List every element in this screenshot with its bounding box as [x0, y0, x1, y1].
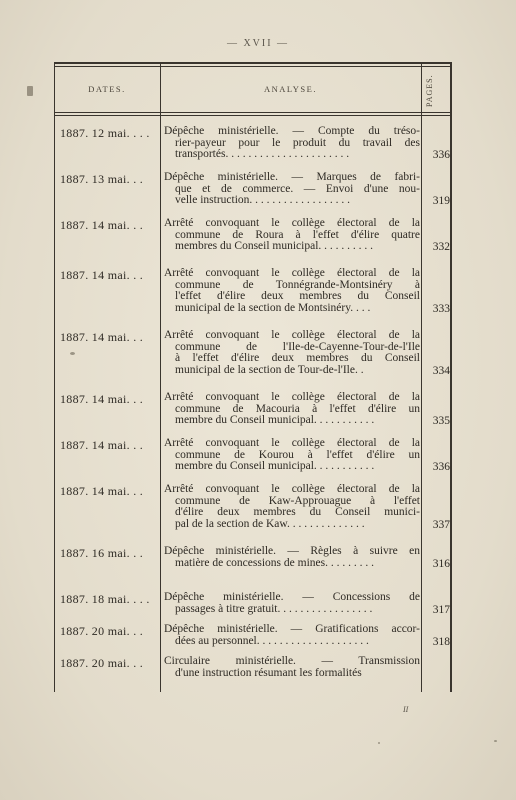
left-border	[54, 62, 55, 692]
printer-signature: II	[403, 705, 409, 714]
analysis-line: l'effet d'élire deux membres du Conseil	[175, 291, 420, 302]
entry-analysis	[164, 218, 420, 253]
column-header-dates: DATES.	[88, 84, 126, 94]
analysis-line: membre du Conseil municipal. . . . . . . . . . .	[175, 415, 375, 426]
analysis-line: membre du Conseil municipal. . . . . . . . . . .	[175, 461, 375, 472]
analysis-line: Arrêté convoquant le collège électoral de la	[164, 438, 420, 449]
entry-analysis	[164, 656, 420, 679]
analysis-line: commune de Macouria à l'effet d'élire un	[175, 403, 420, 415]
page-number: — XVII —	[226, 38, 290, 49]
entry-page-number: 336	[432, 149, 450, 161]
analysis-line: Dépêche ministérielle. — Gratifications accor-	[164, 624, 420, 635]
header-rule-thin	[54, 115, 452, 116]
analysis-line: Dépêche ministérielle. — Concessions de	[164, 592, 420, 603]
entry-page-number: 337	[432, 518, 450, 531]
analysis-line: membres du Conseil municipal. . . . . . . . . .	[175, 241, 374, 252]
analysis-line: d'une instruction résumant les formalités	[175, 667, 362, 679]
analysis-line: Dépêche ministérielle. — Règles à suivre en	[164, 546, 420, 557]
column-header-analyse: ANALYSE.	[264, 84, 317, 94]
entry-analysis	[164, 484, 420, 530]
column-header-pages: PAGES.	[425, 74, 434, 108]
entry-page-number: 317	[432, 603, 450, 616]
entry-analysis	[164, 438, 420, 473]
analysis-line: municipal de la section de Tour-de-l'Ile. .	[175, 364, 364, 376]
entry-date: 1887. 20 mai. . .	[60, 656, 144, 670]
analysis-line: commune de Kourou à l'effet d'élire un	[175, 449, 420, 461]
entry-analysis	[164, 330, 420, 376]
entry-page-number: 336	[432, 461, 450, 473]
entry-analysis	[164, 268, 420, 314]
analysis-line: à l'effet d'élire deux membres du Conseil	[175, 353, 420, 364]
analysis-line: commune de l'Ile-de-Cayenne-Tour-de-l'Ile	[175, 341, 420, 353]
entry-page-number: 335	[432, 415, 450, 427]
entry-date: 1887. 16 mai. . .	[60, 546, 144, 560]
column-divider-dates	[160, 62, 161, 692]
analysis-line: dées au personnel. . . . . . . . . . . . . . . . . . . .	[175, 635, 369, 647]
ink-spot	[494, 740, 497, 742]
entry-date: 1887. 14 mai. . .	[60, 438, 144, 452]
index-table	[54, 62, 452, 692]
entry-date: 1887. 14 mai. . .	[60, 268, 144, 282]
entry-analysis	[164, 592, 420, 615]
entry-page-number: 318	[432, 635, 450, 648]
analysis-line: Dépêche ministérielle. — Marques de fabri-	[164, 172, 420, 183]
entry-analysis	[164, 392, 420, 427]
top-rule	[54, 62, 452, 64]
entry-date: 1887. 14 mai. . .	[60, 392, 144, 406]
header-rule	[54, 112, 452, 113]
analysis-line: pal de la section de Kaw. . . . . . . . . . . . . .	[175, 518, 365, 530]
margin-mark	[27, 86, 33, 96]
entry-date: 1887. 20 mai. . .	[60, 624, 144, 638]
entry-analysis	[164, 126, 420, 161]
analysis-line: Circulaire ministérielle. — Transmission	[164, 656, 420, 667]
entry-date: 1887. 14 mai. . .	[60, 484, 144, 498]
analysis-line: transportés. . . . . . . . . . . . . . . . . . . . . .	[175, 149, 350, 160]
analysis-line: matière de concessions de mines. . . . . . . . .	[175, 557, 374, 569]
analysis-line: que et de commerce. — Envoi d'une nou-	[175, 183, 420, 195]
entry-page-number: 332	[432, 241, 450, 253]
ink-spot	[378, 742, 380, 744]
analysis-line: Arrêté convoquant le collège électoral de la	[164, 218, 420, 229]
right-border	[450, 62, 452, 692]
analysis-line: municipal de la section de Montsinéry. . . .	[175, 302, 371, 314]
entry-analysis	[164, 546, 420, 569]
entry-date: 1887. 12 mai. . . .	[60, 126, 150, 140]
top-rule-thin	[54, 66, 452, 67]
analysis-line: Arrêté convoquant le collège électoral de la	[164, 484, 420, 495]
analysis-line: commune de Roura à l'effet d'élire quatre	[175, 229, 420, 241]
entry-page-number: 319	[432, 195, 450, 207]
analysis-line: velle instruction. . . . . . . . . . . . . . . . . .	[175, 195, 351, 206]
entry-page-number: 334	[432, 364, 450, 377]
entry-page-number: 333	[432, 302, 450, 315]
analysis-line: passages à titre gratuit. . . . . . . . . . . . . . . . .	[175, 603, 373, 615]
analysis-line: commune de Tonnégrande-Montsinéry à	[175, 279, 420, 291]
column-divider-analyse	[421, 62, 422, 692]
analysis-line: d'élire deux membres du Conseil munici-	[175, 507, 420, 518]
ink-spot	[70, 352, 75, 355]
entry-date: 1887. 18 mai. . . .	[60, 592, 150, 606]
analysis-line: rier-payeur pour le produit du travail des	[175, 137, 420, 149]
entry-analysis	[164, 172, 420, 207]
entry-page-number: 316	[432, 557, 450, 570]
entry-date: 1887. 13 mai. . .	[60, 172, 144, 186]
analysis-line: Arrêté convoquant le collège électoral de la	[164, 268, 420, 279]
analysis-line: Arrêté convoquant le collège électoral de la	[164, 330, 420, 341]
analysis-line: Dépêche ministérielle. — Compte du tréso-	[164, 126, 420, 137]
entry-date: 1887. 14 mai. . .	[60, 330, 144, 344]
analysis-line: Arrêté convoquant le collège électoral de la	[164, 392, 420, 403]
entry-date: 1887. 14 mai. . .	[60, 218, 144, 232]
analysis-line: commune de Kaw-Approuague à l'effet	[175, 495, 420, 507]
entry-analysis	[164, 624, 420, 647]
